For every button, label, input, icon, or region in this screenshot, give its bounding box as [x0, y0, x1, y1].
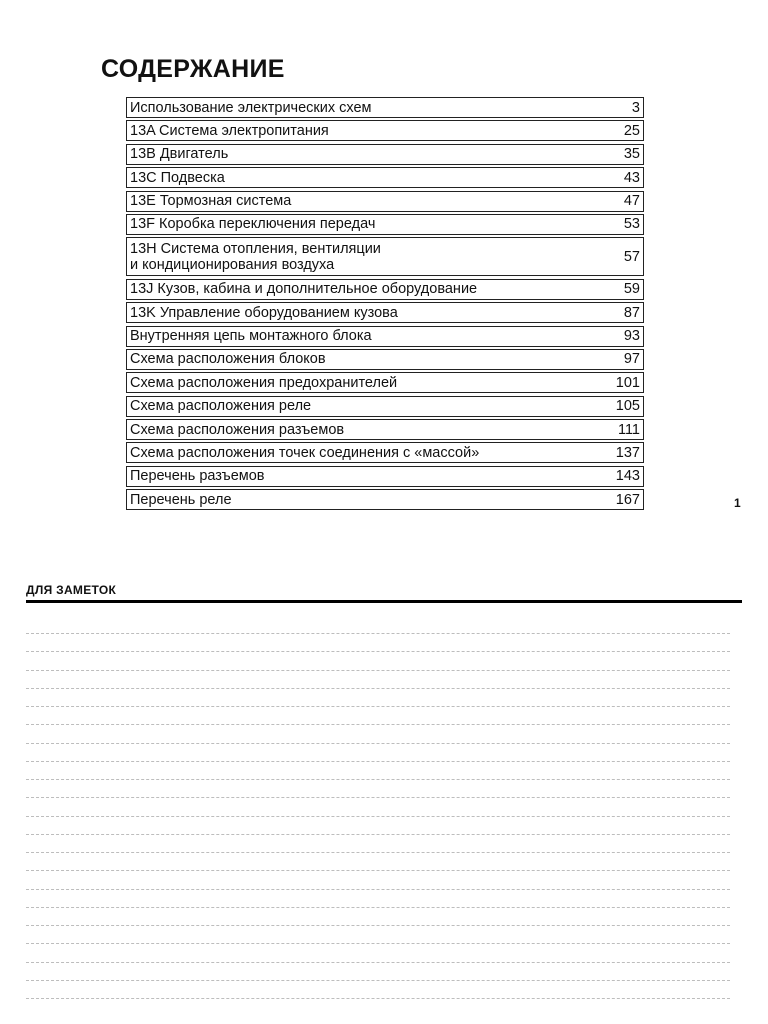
toc-page-number: 101	[615, 374, 640, 391]
toc-label: Схема расположения реле	[130, 398, 312, 415]
toc-row[interactable]	[126, 97, 644, 118]
toc-label: 13F Коробка переключения передач	[130, 216, 376, 233]
toc-row[interactable]	[126, 466, 644, 487]
toc-label: Схема расположения блоков	[130, 351, 326, 368]
toc-label: 13K Управление оборудованием кузова	[130, 304, 398, 321]
note-line	[26, 670, 730, 671]
note-line	[26, 688, 730, 689]
note-line	[26, 779, 730, 780]
toc-row[interactable]	[126, 419, 644, 440]
note-line	[26, 761, 730, 762]
toc-page-number: 59	[623, 281, 640, 298]
toc-page-number: 143	[615, 468, 640, 485]
toc-page-number: 3	[631, 99, 640, 116]
toc-label: 13C Подвеска	[130, 169, 225, 186]
toc-page-number: 111	[617, 421, 640, 438]
toc-label: 13A Система электропитания	[130, 122, 329, 139]
toc-page-number: 87	[623, 304, 640, 321]
toc-page-number: 35	[623, 146, 640, 163]
notes-lines	[26, 633, 730, 1016]
note-line	[26, 706, 730, 707]
note-line	[26, 870, 730, 871]
toc-row[interactable]	[126, 302, 644, 323]
toc-row[interactable]	[126, 237, 644, 276]
toc-label: Перечень разъемов	[130, 468, 265, 485]
toc-label: 13E Тормозная система	[130, 193, 292, 210]
toc-page-number: 137	[615, 444, 640, 461]
toc-label: Перечень реле	[130, 491, 232, 508]
toc-label: 13B Двигатель	[130, 146, 229, 163]
page-title: СОДЕРЖАНИЕ	[101, 55, 285, 83]
note-line	[26, 889, 730, 890]
note-line	[26, 907, 730, 908]
toc-page-number: 167	[615, 491, 640, 508]
toc-row[interactable]	[126, 489, 644, 510]
note-line	[26, 834, 730, 835]
table-of-contents	[126, 97, 644, 513]
toc-page-number: 105	[615, 398, 640, 415]
toc-label: Использование электрических схем	[130, 99, 372, 116]
note-line	[26, 633, 730, 634]
toc-label: Схема расположения разъемов	[130, 421, 345, 438]
toc-row[interactable]	[126, 372, 644, 393]
note-line	[26, 925, 730, 926]
toc-page-number: 53	[623, 216, 640, 233]
toc-label: Внутренняя цепь монтажного блока	[130, 328, 372, 345]
toc-row[interactable]	[126, 144, 644, 165]
toc-page-number: 43	[623, 169, 640, 186]
note-line	[26, 852, 730, 853]
notes-heading: ДЛЯ ЗАМЕТОК	[26, 583, 117, 597]
toc-page-number: 93	[623, 328, 640, 345]
note-line	[26, 724, 730, 725]
note-line	[26, 962, 730, 963]
toc-row[interactable]	[126, 120, 644, 141]
toc-label: 13J Кузов, кабина и дополнительное оборудование	[130, 281, 478, 298]
toc-row[interactable]	[126, 167, 644, 188]
toc-row[interactable]	[126, 214, 644, 235]
toc-page-number: 57	[623, 248, 640, 265]
notes-divider	[26, 600, 742, 603]
toc-page-number: 47	[623, 193, 640, 210]
toc-row[interactable]	[126, 396, 644, 417]
toc-row[interactable]	[126, 191, 644, 212]
note-line	[26, 980, 730, 981]
note-line	[26, 743, 730, 744]
toc-label: Схема расположения точек соединения с «массой»	[130, 444, 480, 461]
toc-row[interactable]	[126, 279, 644, 300]
note-line	[26, 797, 730, 798]
note-line	[26, 998, 730, 999]
toc-row[interactable]	[126, 349, 644, 370]
note-line	[26, 943, 730, 944]
note-line	[26, 651, 730, 652]
note-line	[26, 816, 730, 817]
toc-page-number: 97	[623, 351, 640, 368]
toc-row[interactable]	[126, 326, 644, 347]
page-number: 1	[734, 496, 741, 510]
toc-label: 13H Система отопления, вентиляции и кондиционирования воздуха	[130, 240, 381, 273]
toc-label: Схема расположения предохранителей	[130, 374, 398, 391]
toc-row[interactable]	[126, 442, 644, 463]
toc-page-number: 25	[623, 122, 640, 139]
